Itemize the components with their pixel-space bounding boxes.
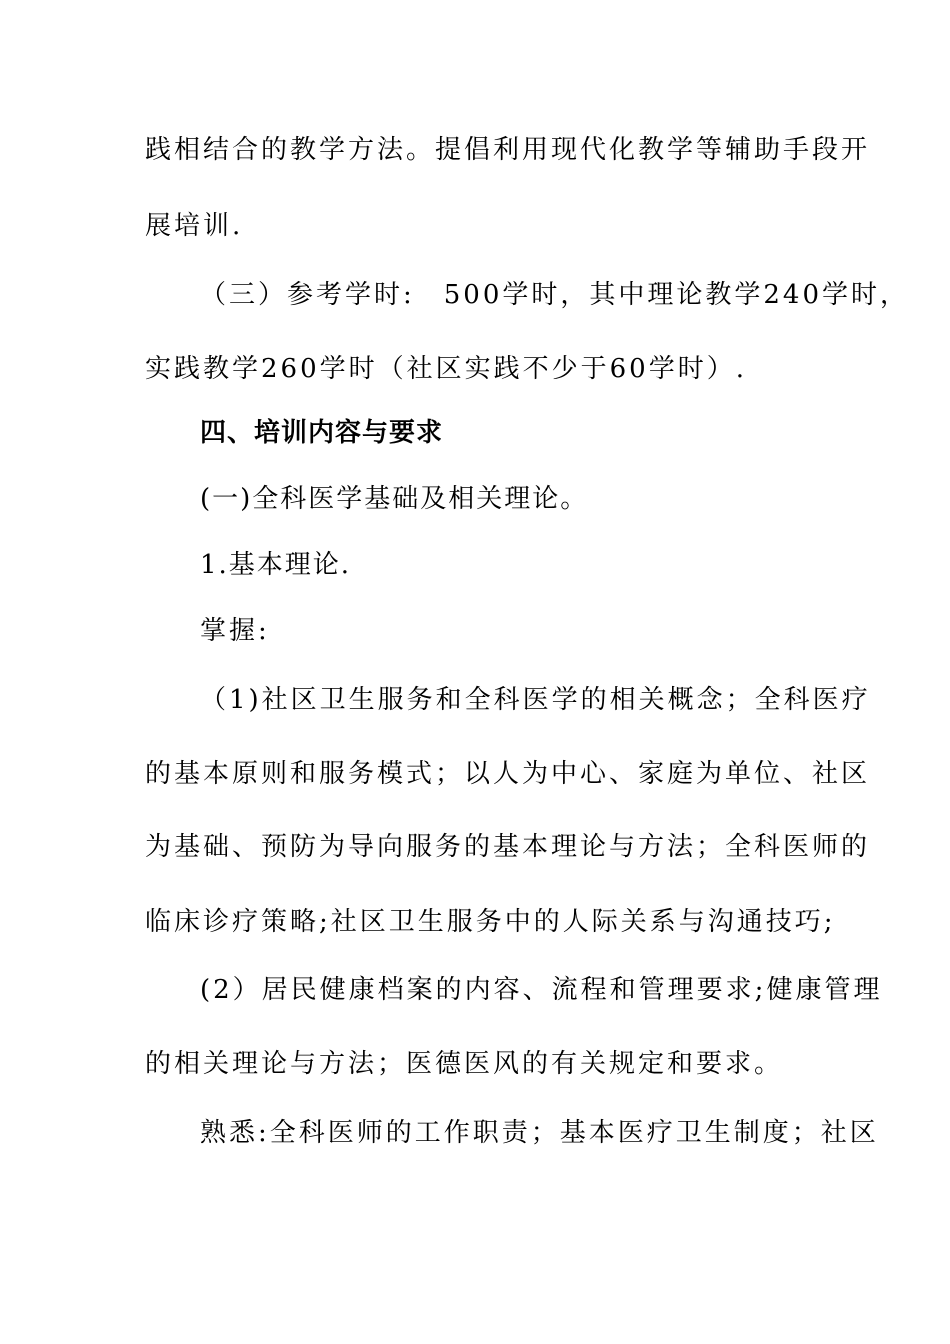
paragraph-line-familiar: 熟悉:全科医师的工作职责；基本医疗卫生制度；社区 (200, 1118, 879, 1148)
paragraph-line-clinical: 临床诊疗策略;社区卫生服务中的人际关系与沟通技巧; (145, 907, 836, 937)
section-heading-training-content: 四、培训内容与要求 (200, 418, 444, 448)
paragraph-line-principles: 的基本原则和服务模式；以人为中心、家庭为单位、社区 (145, 759, 871, 789)
subsection-heading-general-medicine: (一)全科医学基础及相关理论。 (200, 484, 589, 514)
paragraph-line-item-1: （1)社区卫生服务和全科医学的相关概念；全科医疗 (200, 685, 871, 715)
label-master: 掌握: (200, 616, 270, 646)
paragraph-line-reference-hours: （三）参考学时: 500学时，其中理论教学240学时， (200, 280, 910, 310)
paragraph-line-health-management: 的相关理论与方法；医德医风的有关规定和要求。 (145, 1049, 784, 1079)
paragraph-line-teaching-methods: 践相结合的教学方法。提倡利用现代化教学等辅助手段开 (145, 135, 871, 165)
paragraph-line-practice-hours: 实践教学260学时（社区实践不少于60学时）. (145, 354, 747, 384)
paragraph-line-training: 展培训. (145, 211, 244, 241)
paragraph-line-item-2: (2）居民健康档案的内容、流程和管理要求;健康管理 (200, 975, 883, 1005)
item-heading-basic-theory: 1.基本理论. (200, 550, 352, 580)
paragraph-line-prevention: 为基础、预防为导向服务的基本理论与方法；全科医师的 (145, 832, 871, 862)
